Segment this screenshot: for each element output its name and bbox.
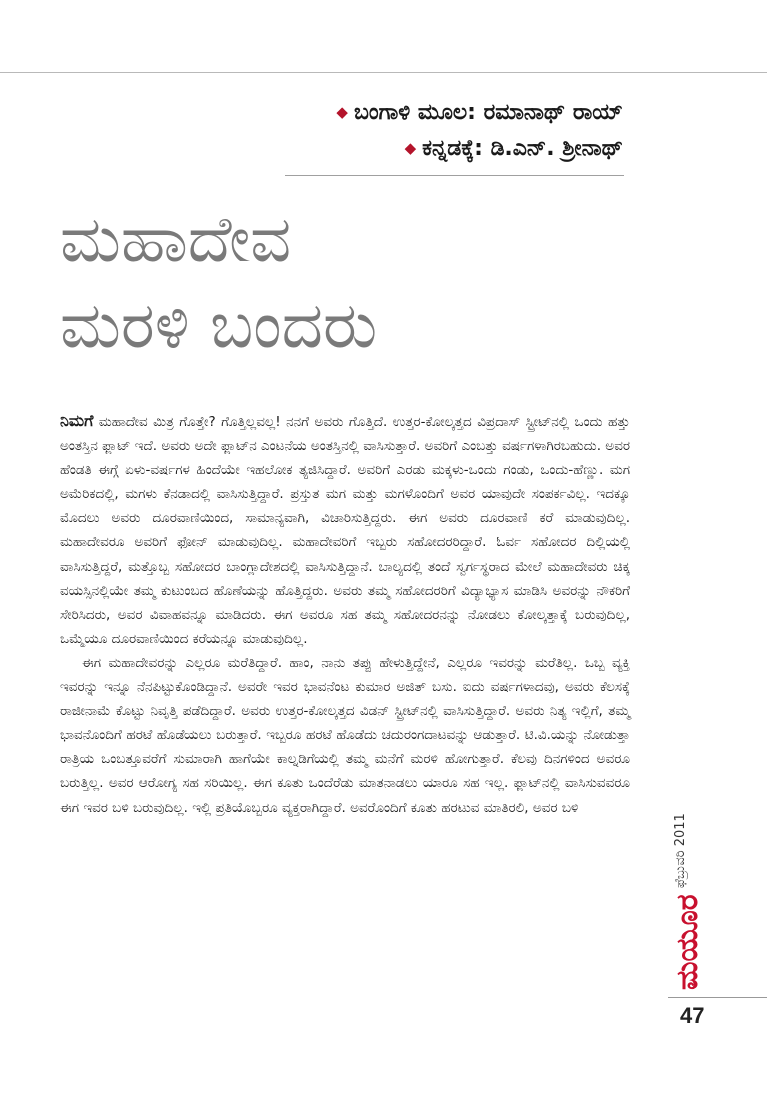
credit-translation-text: ಕನ್ನಡಕ್ಕೆ: ಡಿ.ಎನ್. ಶ್ರೀನಾಥ್ [422,136,623,161]
credit-divider [285,175,624,176]
credit-translator [405,134,623,163]
top-rule [0,72,767,73]
paragraph-1-text: ಮಹಾದೇವ ಮಿತ್ರ ಗೊತ್ತೇ? ಗೊತ್ತಿಲ್ಲವಲ್ಲ! ನನಗೆ ಅವರು ಗೊತ್ತಿದೆ. ಉತ್ತರ-ಕೋಲ್ಕತ್ತದ ವಿಪ್ರದಾಸ್ ಸ್ಟ್ರೀಟ್‌ನಲ್ಲಿ ಒಂದು ಹತ್ತು ಅಂತಸ್ತಿನ ಫ್ಲಾಟ್ ಇದೆ. ಅವರು ಅದೇ ಫ್ಲಾಟ್‌ನ ಎಂಟನೆಯ ಅಂತಸ್ತಿನಲ್ಲಿ ವಾಸಿಸುತ್ತಾರೆ. ಅವರಿಗೆ ಎಂಬತ್ತು ವರ್ಷಗಳಾಗಿರಬಹುದು. ಅವರ ಹೆಂಡತಿ ಈಗ್ಗೆ ಏಳು-ವರ್ಷಗಳ ಹಿಂದೆಯೇ ಇಹಲೋಕ ತ್ಯಜಿಸಿದ್ದಾರೆ. ಅವರಿಗೆ ಎರಡು ಮಕ್ಕಳು-ಒಂದು ಗಂಡು, ಒಂದು-ಹೆಣ್ಣು. ಮಗ ಅಮೆರಿಕದಲ್ಲಿ, ಮಗಳು ಕೆನಡಾದಲ್ಲಿ ವಾಸಿಸುತ್ತಿದ್ದಾರೆ. ಪ್ರಸ್ತುತ ಮಗ ಮತ್ತು ಮಗಳೊಂದಿಗೆ ಅವರ ಯಾವುದೇ ಸಂಪರ್ಕವಿಲ್ಲ. ಇದಕ್ಕೂ ಮೊದಲು ಅವರು ದೂರವಾಣಿಯಿಂದ, ಸಾಮಾನ್ಯವಾಗಿ, ವಿಚಾರಿಸುತ್ತಿದ್ದರು. ಈಗ ಅವರು ದೂರವಾಣಿ ಕರೆ ಮಾಡುವುದಿಲ್ಲ. ಮಹಾದೇವರೂ ಅವರಿಗೆ ಫೋನ್ ಮಾಡುವುದಿಲ್ಲ. ಮಹಾದೇವರಿಗೆ ಇಬ್ಬರು ಸಹೋದರರಿದ್ದಾರೆ. ಓರ್ವ ಸಹೋದರ ದಿಲ್ಲಿಯಲ್ಲಿ ವಾಸಿಸುತ್ತಿದ್ದರೆ, ಮತ್ತೊಬ್ಬ ಸಹೋದರ ಬಾಂಗ್ಲಾದೇಶದಲ್ಲಿ ವಾಸಿಸುತ್ತಿದ್ದಾನೆ. ಬಾಲ್ಯದಲ್ಲಿ ತಂದೆ ಸ್ವರ್ಗಸ್ಥರಾದ ಮೇಲೆ ಮಹಾದೇವರು ಚಿಕ್ಕ ವಯಸ್ಸಿನಲ್ಲಿಯೇ ತಮ್ಮ ಕುಟುಂಬದ ಹೊಣೆಯನ್ನು ಹೊತ್ತಿದ್ದರು. ಅವರು ತಮ್ಮ ಸಹೋದರರಿಗೆ ವಿದ್ಯಾಭ್ಯಾಸ ಮಾಡಿಸಿ ಅವರನ್ನು ನೌಕರಿಗೆ ಸೇರಿಸಿದರು, ಅವರ ವಿವಾಹವನ್ನೂ ಮಾಡಿದರು. ಈಗ ಅವರೂ ಸಹ ತಮ್ಮ ಸಹೋದರನನ್ನು ನೋಡಲು ಕೋಲ್ಕತ್ತಾಕ್ಕೆ ಬರುವುದಿಲ್ಲ, ಒಮ್ಮೆಯೂ ದೂರವಾಣಿಯಿಂದ ಕರೆಯನ್ನೂ ಮಾಡುವುದಿಲ್ಲ. [60,414,630,647]
issue-date: ಫೆಬ್ರುವರಿ 2011 [673,813,688,888]
diamond-bullet-icon: ◆ [336,103,348,121]
story-title-line-2: ಮರಳಿ ಬಂದರು [60,289,378,363]
credit-original-text: ಬಂಗಾಳಿ ಮೂಲ: ರಮಾನಾಥ್ ರಾಯ್ [353,100,623,125]
page-number: 47 [680,1003,705,1028]
magazine-masthead: ಮಯೂರ [670,894,705,990]
footer-rule [668,997,767,998]
lead-word: ನಿಮಗೆ [60,411,94,430]
paragraph-2: ಈಗ ಮಹಾದೇವರನ್ನು ಎಲ್ಲರೂ ಮರೆತಿದ್ದಾರೆ. ಹಾಂ, ನಾನು ತಪ್ಪು ಹೇಳುತ್ತಿದ್ದೇನೆ, ಎಲ್ಲರೂ ಇವರನ್ನು ಮರೆತಿಲ್ಲ. ಒಬ್ಬ ವ್ಯಕ್ತಿ ಇವರನ್ನು ಇನ್ನೂ ನೆನಪಿಟ್ಟುಕೊಂಡಿದ್ದಾನೆ. ಅವರೇ ಇವರ ಭಾವನೆಂಟ ಕುಮಾರ ಅಜಿತ್ ಬಸು. ಐದು ವರ್ಷಗಳಾದವು, ಅವರು ಕೆಲಸಕ್ಕೆ ರಾಜೀನಾಮೆ ಕೊಟ್ಟು ನಿವೃತ್ತಿ ಪಡೆದಿದ್ದಾರೆ. ಅವರು ಉತ್ತರ-ಕೋಲ್ಕತ್ತದ ವಿಡನ್ ಸ್ಟ್ರೀಟ್‌ನಲ್ಲಿ ವಾಸಿಸುತ್ತಿದ್ದಾರೆ. ಅವರು ನಿತ್ಯ ಇಲ್ಲಿಗೆ, ತಮ್ಮ ಭಾವನೊಂದಿಗೆ ಹರಟೆ ಹೊಡೆಯಲು ಬರುತ್ತಾರೆ. ಇಬ್ಬರೂ ಹರಟೆ ಹೊಡೆದು ಚದುರಂಗದಾಟವನ್ನು ಆಡುತ್ತಾರೆ. ಟಿ.ವಿ.ಯನ್ನು ನೋಡುತ್ತಾ ರಾತ್ರಿಯ ಒಂಬತ್ತೂವರೆಗೆ ಸುಮಾರಾಗಿ ಹಾಗೆಯೇ ಕಾಲ್ನಡಿಗೆಯಲ್ಲಿ ತಮ್ಮ ಮನೆಗೆ ಮರಳಿ ಹೋಗುತ್ತಾರೆ. ಕೆಲವು ದಿನಗಳಿಂದ ಅವರೂ ಬರುತ್ತಿಲ್ಲ. ಅವರ ಆರೋಗ್ಯ ಸಹ ಸರಿಯಿಲ್ಲ. ಈಗ ಕೂತು ಒಂದೆರೆಡು ಮಾತನಾಡಲು ಯಾರೂ ಸಹ ಇಲ್ಲ. ಫ್ಲಾಟ್‌ನಲ್ಲಿ ವಾಸಿಸುವವರೂ ಈಗ ಇವರ ಬಳಿ ಬರುವುದಿಲ್ಲ. ಇಲ್ಲಿ ಪ್ರತಿಯೊಬ್ಬರೂ ವ್ಯಕ್ತರಾಗಿದ್ದಾರೆ. ಅವರೊಂದಿಗೆ ಕೂತು ಹರಟುವ ಮಾತಿರಲಿ, ಅವರ ಬಳಿ [60,654,630,816]
diamond-bullet-icon: ◆ [404,139,417,157]
paragraph-1 [60,409,630,651]
story-body [60,409,630,820]
credit-original-author [336,98,623,127]
story-title-line-1: ಮಹಾದೇವ [60,203,292,277]
